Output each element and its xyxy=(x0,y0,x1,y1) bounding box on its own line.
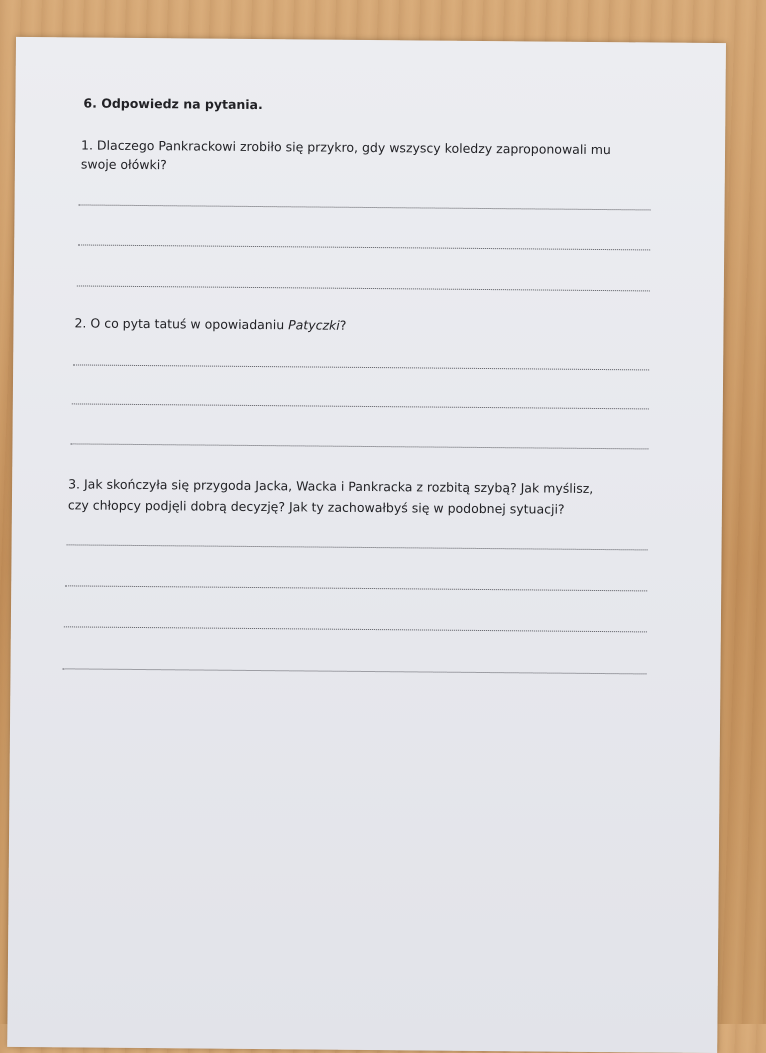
worksheet-page xyxy=(7,37,726,1053)
section-title: 6. Odpowiedz na pytania. xyxy=(83,95,263,113)
question-3-line-1: 3. Jak skończyła się przygoda Jacka, Wacka i Pankracka z rozbitą szybą? Jak myślisz, xyxy=(68,476,594,496)
answer-line xyxy=(65,585,647,591)
answer-line xyxy=(77,285,650,291)
answer-line xyxy=(64,626,647,632)
question-2-story-title: Patyczki xyxy=(288,317,340,333)
question-1-line-2: swoje ołówki? xyxy=(80,156,167,173)
answer-line xyxy=(70,443,648,449)
answer-line xyxy=(79,204,651,210)
answer-line xyxy=(73,364,649,370)
question-2-text: 2. O co pyta tatuś w opowiadaniu xyxy=(74,315,289,333)
question-2-mark: ? xyxy=(339,317,347,333)
answer-line xyxy=(62,668,646,674)
question-2 xyxy=(74,313,346,334)
answer-line xyxy=(67,544,648,550)
question-1-line-1: 1. Dlaczego Pankrackowi zrobiło się przykro, gdy wszyscy koledzy zaproponowali mu xyxy=(81,137,611,158)
answer-line xyxy=(72,403,649,409)
answer-line xyxy=(78,244,650,250)
question-3-line-2: czy chłopcy podjęli dobrą decyzję? Jak ty zachowałbyś się w podobnej sytuacji? xyxy=(67,497,565,517)
